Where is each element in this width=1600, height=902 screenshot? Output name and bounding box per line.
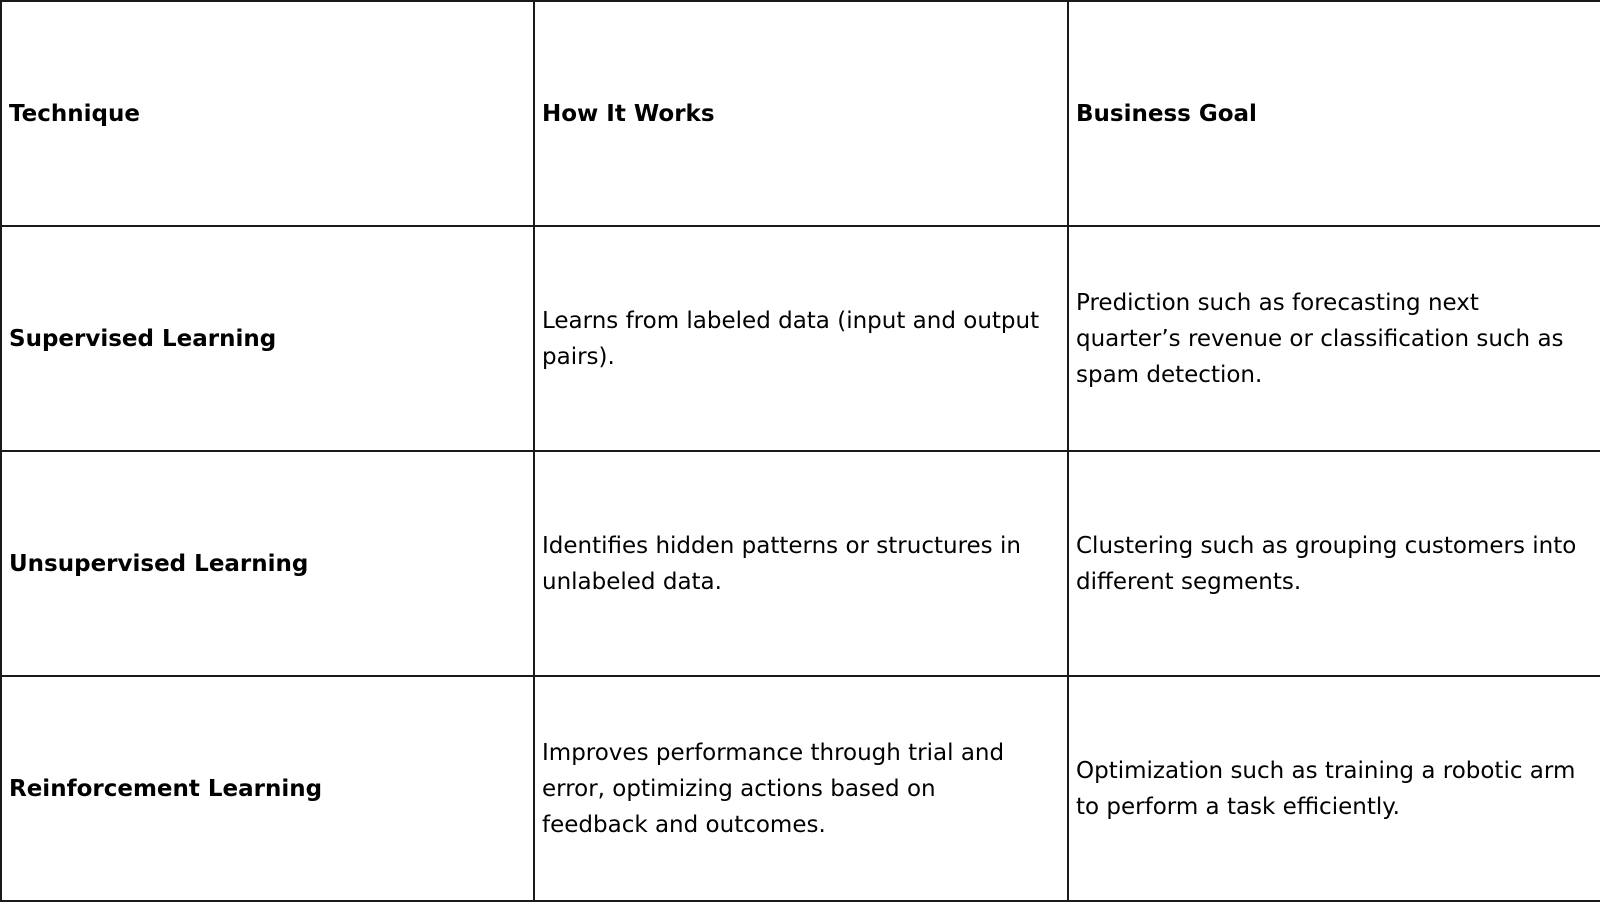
technique-cell: Supervised Learning xyxy=(1,226,534,451)
header-technique: Technique xyxy=(1,1,534,226)
header-how-it-works: How It Works xyxy=(534,1,1068,226)
how-it-works-cell: Identifies hidden patterns or structures in unlabeled data. xyxy=(534,451,1068,676)
business-goal-cell: Clustering such as grouping customers into different segments. xyxy=(1068,451,1600,676)
header-business-goal: Business Goal xyxy=(1068,1,1600,226)
table-row xyxy=(1,451,1600,676)
table-row xyxy=(1,226,1600,451)
technique-cell: Unsupervised Learning xyxy=(1,451,534,676)
business-goal-cell: Optimization such as training a robotic arm to perform a task efficiently. xyxy=(1068,676,1600,901)
how-it-works-cell: Learns from labeled data (input and output pairs). xyxy=(534,226,1068,451)
table-row xyxy=(1,676,1600,901)
how-it-works-cell: Improves performance through trial and error, optimizing actions based on feedback and outcomes. xyxy=(534,676,1068,901)
table-header-row xyxy=(1,1,1600,226)
technique-cell: Reinforcement Learning xyxy=(1,676,534,901)
business-goal-cell: Prediction such as forecasting next quarter’s revenue or classification such as spam detection. xyxy=(1068,226,1600,451)
